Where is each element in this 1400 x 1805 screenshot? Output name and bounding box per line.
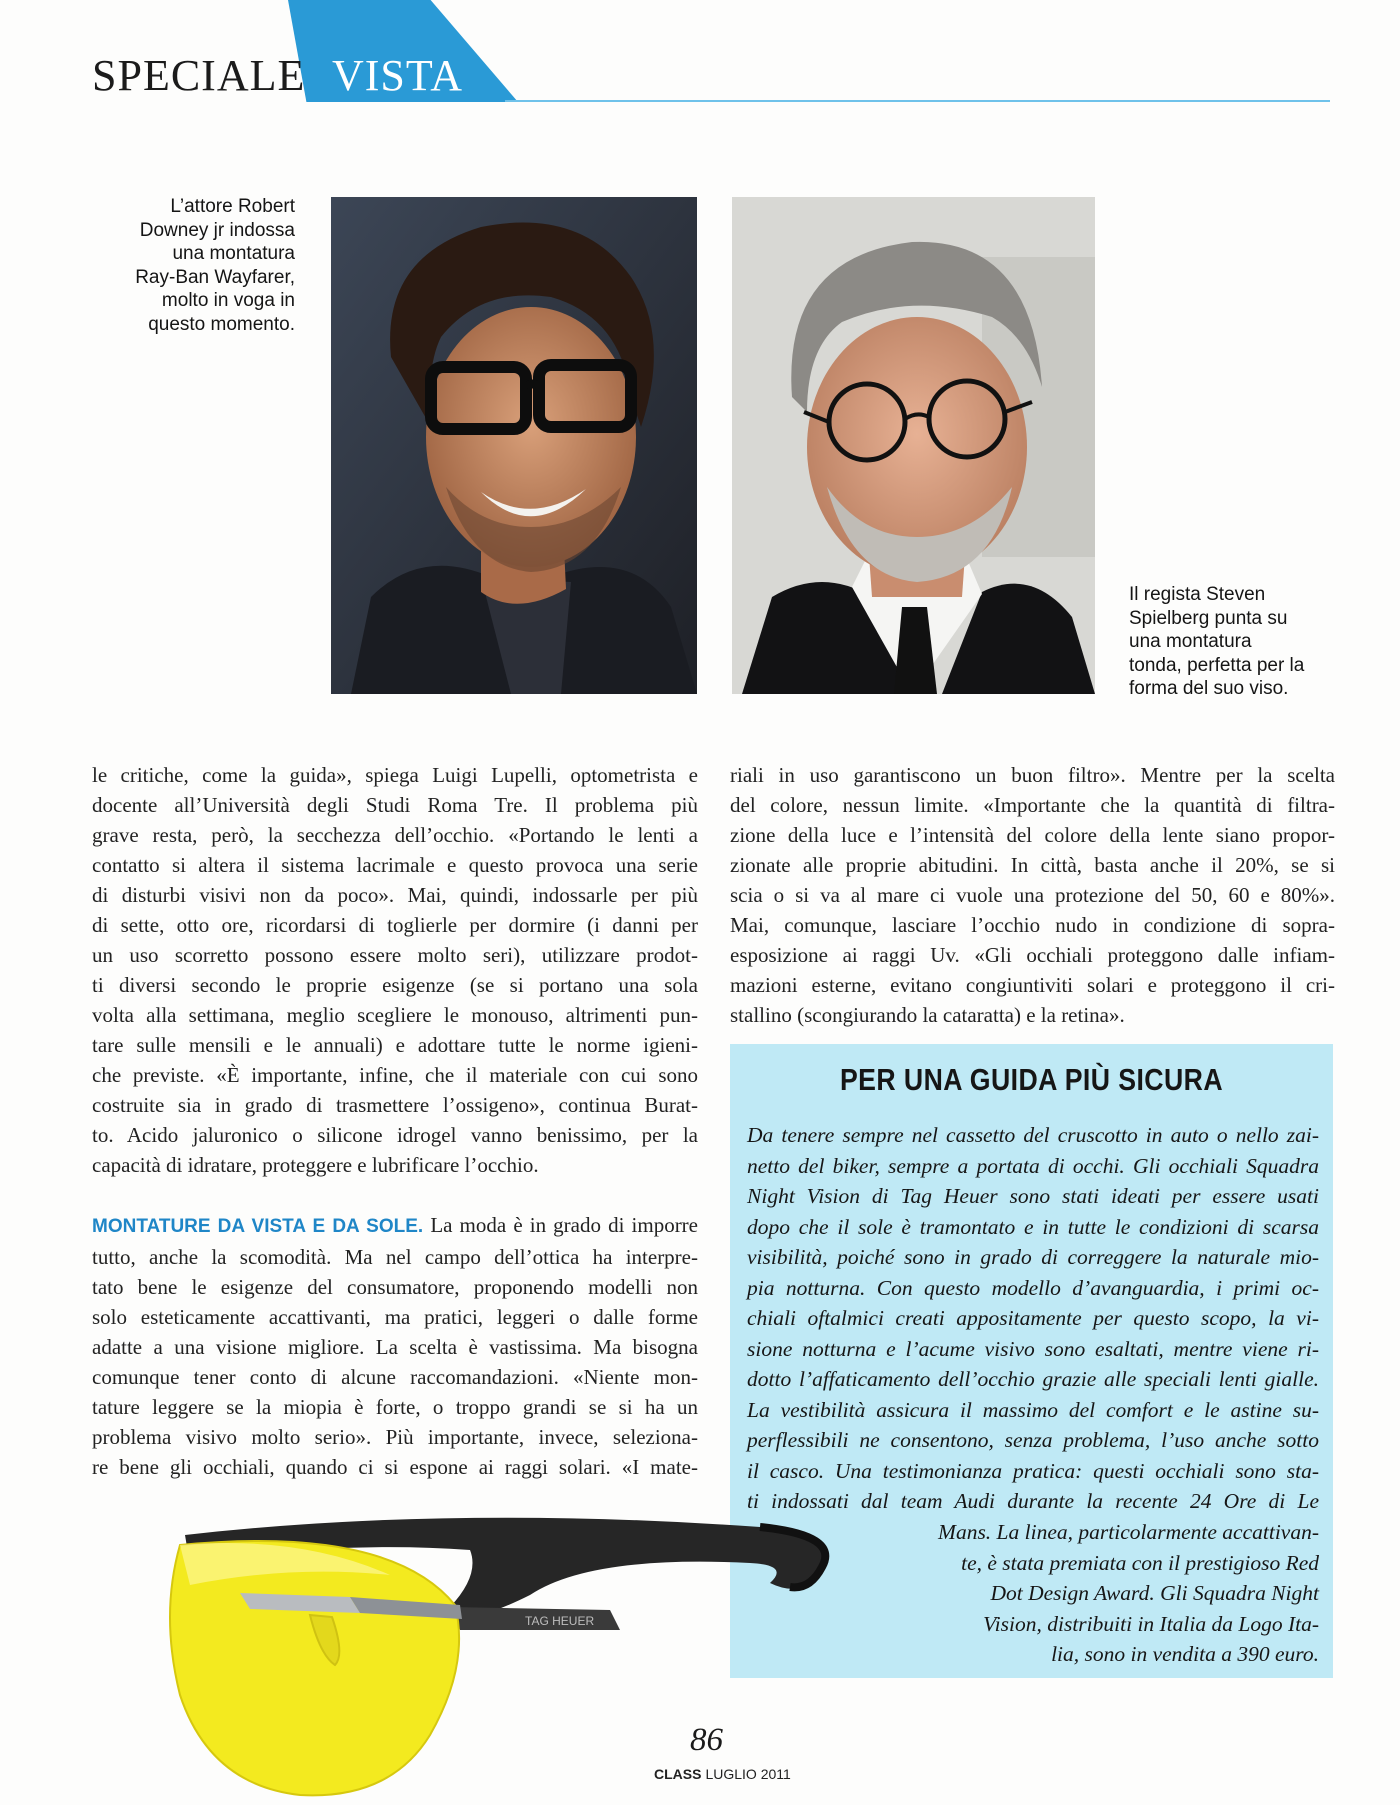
yellow-glasses-image — [150, 1505, 840, 1800]
sidebar-box-text: Da tenere sempre nel cassetto del cruscotto in auto o nello zai- netto del biker, sempre a portata di occhi. Gli occhiali Squadra Night Vision di Tag Heuer sono stati ideati per essere usati dopo che il sole è tramontato e in tutte le condizioni di scarsa visibilità, poiché sono in grado di correggere la naturale mio- pia notturna. Con questo modello d’avanguardia, i primi oc- chiali oftalmici creati appositamente per questo scopo, la vi- sione notturna e l’acume visivo sono esaltati, mentre viene ri- dotto l’affaticamento dell’occhio grazie alle speciali lenti gialle. La vestibilità assicura il massimo del comfort e le astine su- perflessibili ne consentono, senza problema, l’uso anche sotto il casco. Una testimonianza pratica: questi occhiali sono sta- ti indossati dal team Audi durante la recente 24 Ore di Le — [747, 1123, 1319, 1513]
photo-robert-downey-jr — [331, 197, 697, 694]
photo-caption-right: Il regista Steven Spielberg punta su una montatura tonda, perfetta per la forma del suo viso. — [1129, 584, 1305, 699]
section-heading-montature: MONTATURE DA VISTA E DA SOLE. — [92, 1216, 424, 1237]
section-label: SPECIALE — [92, 51, 306, 100]
runin-paragraph-first-line: MONTATURE DA VISTA E DA SOLE. La moda è in grado di imporre — [92, 1213, 698, 1237]
sidebar-box-text-continued: Mans. La linea, particolarmente accattivan- te, è stata premiata con il prestigioso Red Dot Design Award. Gli Squadra Night Vision, distribuiti in Italia da Logo Ita- lia, sono in vendita a 390 euro. — [938, 1520, 1319, 1666]
header-rule — [505, 100, 1330, 102]
magazine-name: CLASS — [654, 1766, 702, 1782]
sidebar-box-title: PER UNA GUIDA PIÙ SICURA — [839, 1062, 1224, 1097]
article-column-left: le critiche, come la guida», spiega Luigi Lupelli, optometrista e docente all’Università degli Studi Roma Tre. Il problema più grave resta, però, la secchezza dell’occhio. «Portando le lenti a contatto si altera il sistema lacrimale e questo provoca una serie di disturbi visivi non da poco». Mai, quindi, indossarle per più di sette, otto ore, ricordarsi di toglierle per dormire (i danni per un uso scorretto possono essere molto seri), utilizzare prodot- ti diversi secondo le proprie esigenze (se si portano una sola volta alla settimana, meglio scegliere le monouso, altrimenti pun- tare sulle mensili e le annuali) e adottare tutte le norme igieni- che previste. «È importante, infine, che il materiale con cui sono costruite sia in grado di trasmettere l’ossigeno», continua Burat- to. Acido jaluronico o silicone idrogel vanno benissimo, per la capacità di idratare, proteggere e lubrificare l’occhio. MONTATURE DA VISTA E DA SOLE. La moda è in grado di imporre tutto, anche la scomodità. Ma nel campo dell’ottica ha interpre- tato bene le esigenze del consumatore, proponendo modelli non solo esteticamente accattivanti, ma pratici, leggeri o dalle forme adatte a una visione migliore. La scelta è vastissima. Ma bisogna comunque tener conto di alcune raccomandazioni. «Niente mon- tature leggere se la miopia è forte, o troppo grandi se si ha un problema visivo molto serio». Più importante, invece, seleziona- re bene gli occhiali, quando ci si espone ai raggi solari. «I mate- — [92, 763, 698, 1479]
topic-label: VISTA — [332, 51, 464, 100]
page-number: 86 — [690, 1722, 723, 1758]
glasses-brand-mark: TAG HEUER — [525, 1614, 595, 1628]
issue-date: LUGLIO 2011 — [705, 1766, 791, 1782]
photo-caption-left: L’attore Robert Downey jr indossa una montatura Ray-Ban Wayfarer, molto in voga in questo momento. — [135, 196, 295, 335]
article-column-right: riali in uso garantiscono un buon filtro». Mentre per la scelta del colore, nessun limite. «Importante che la quantità di filtra- zione della luce e l’intensità del colore della lente siano propor- zionate alle proprie abitudini. In città, basta anche il 20%, se si scia o si va al mare ci vuole una protezione del 50, 60 e 80%». Mai, comunque, lasciare l’occhio nudo in condizione di sopra- esposizione ai raggi Uv. «Gli occhiali proteggono dalle infiam- mazioni esterne, evitano congiuntiviti solari e proteggono il cri- stallino (scongiurando la cataratta) e la retina». — [730, 763, 1335, 1027]
photo-steven-spielberg — [732, 197, 1095, 694]
footer-issue — [654, 1766, 791, 1782]
